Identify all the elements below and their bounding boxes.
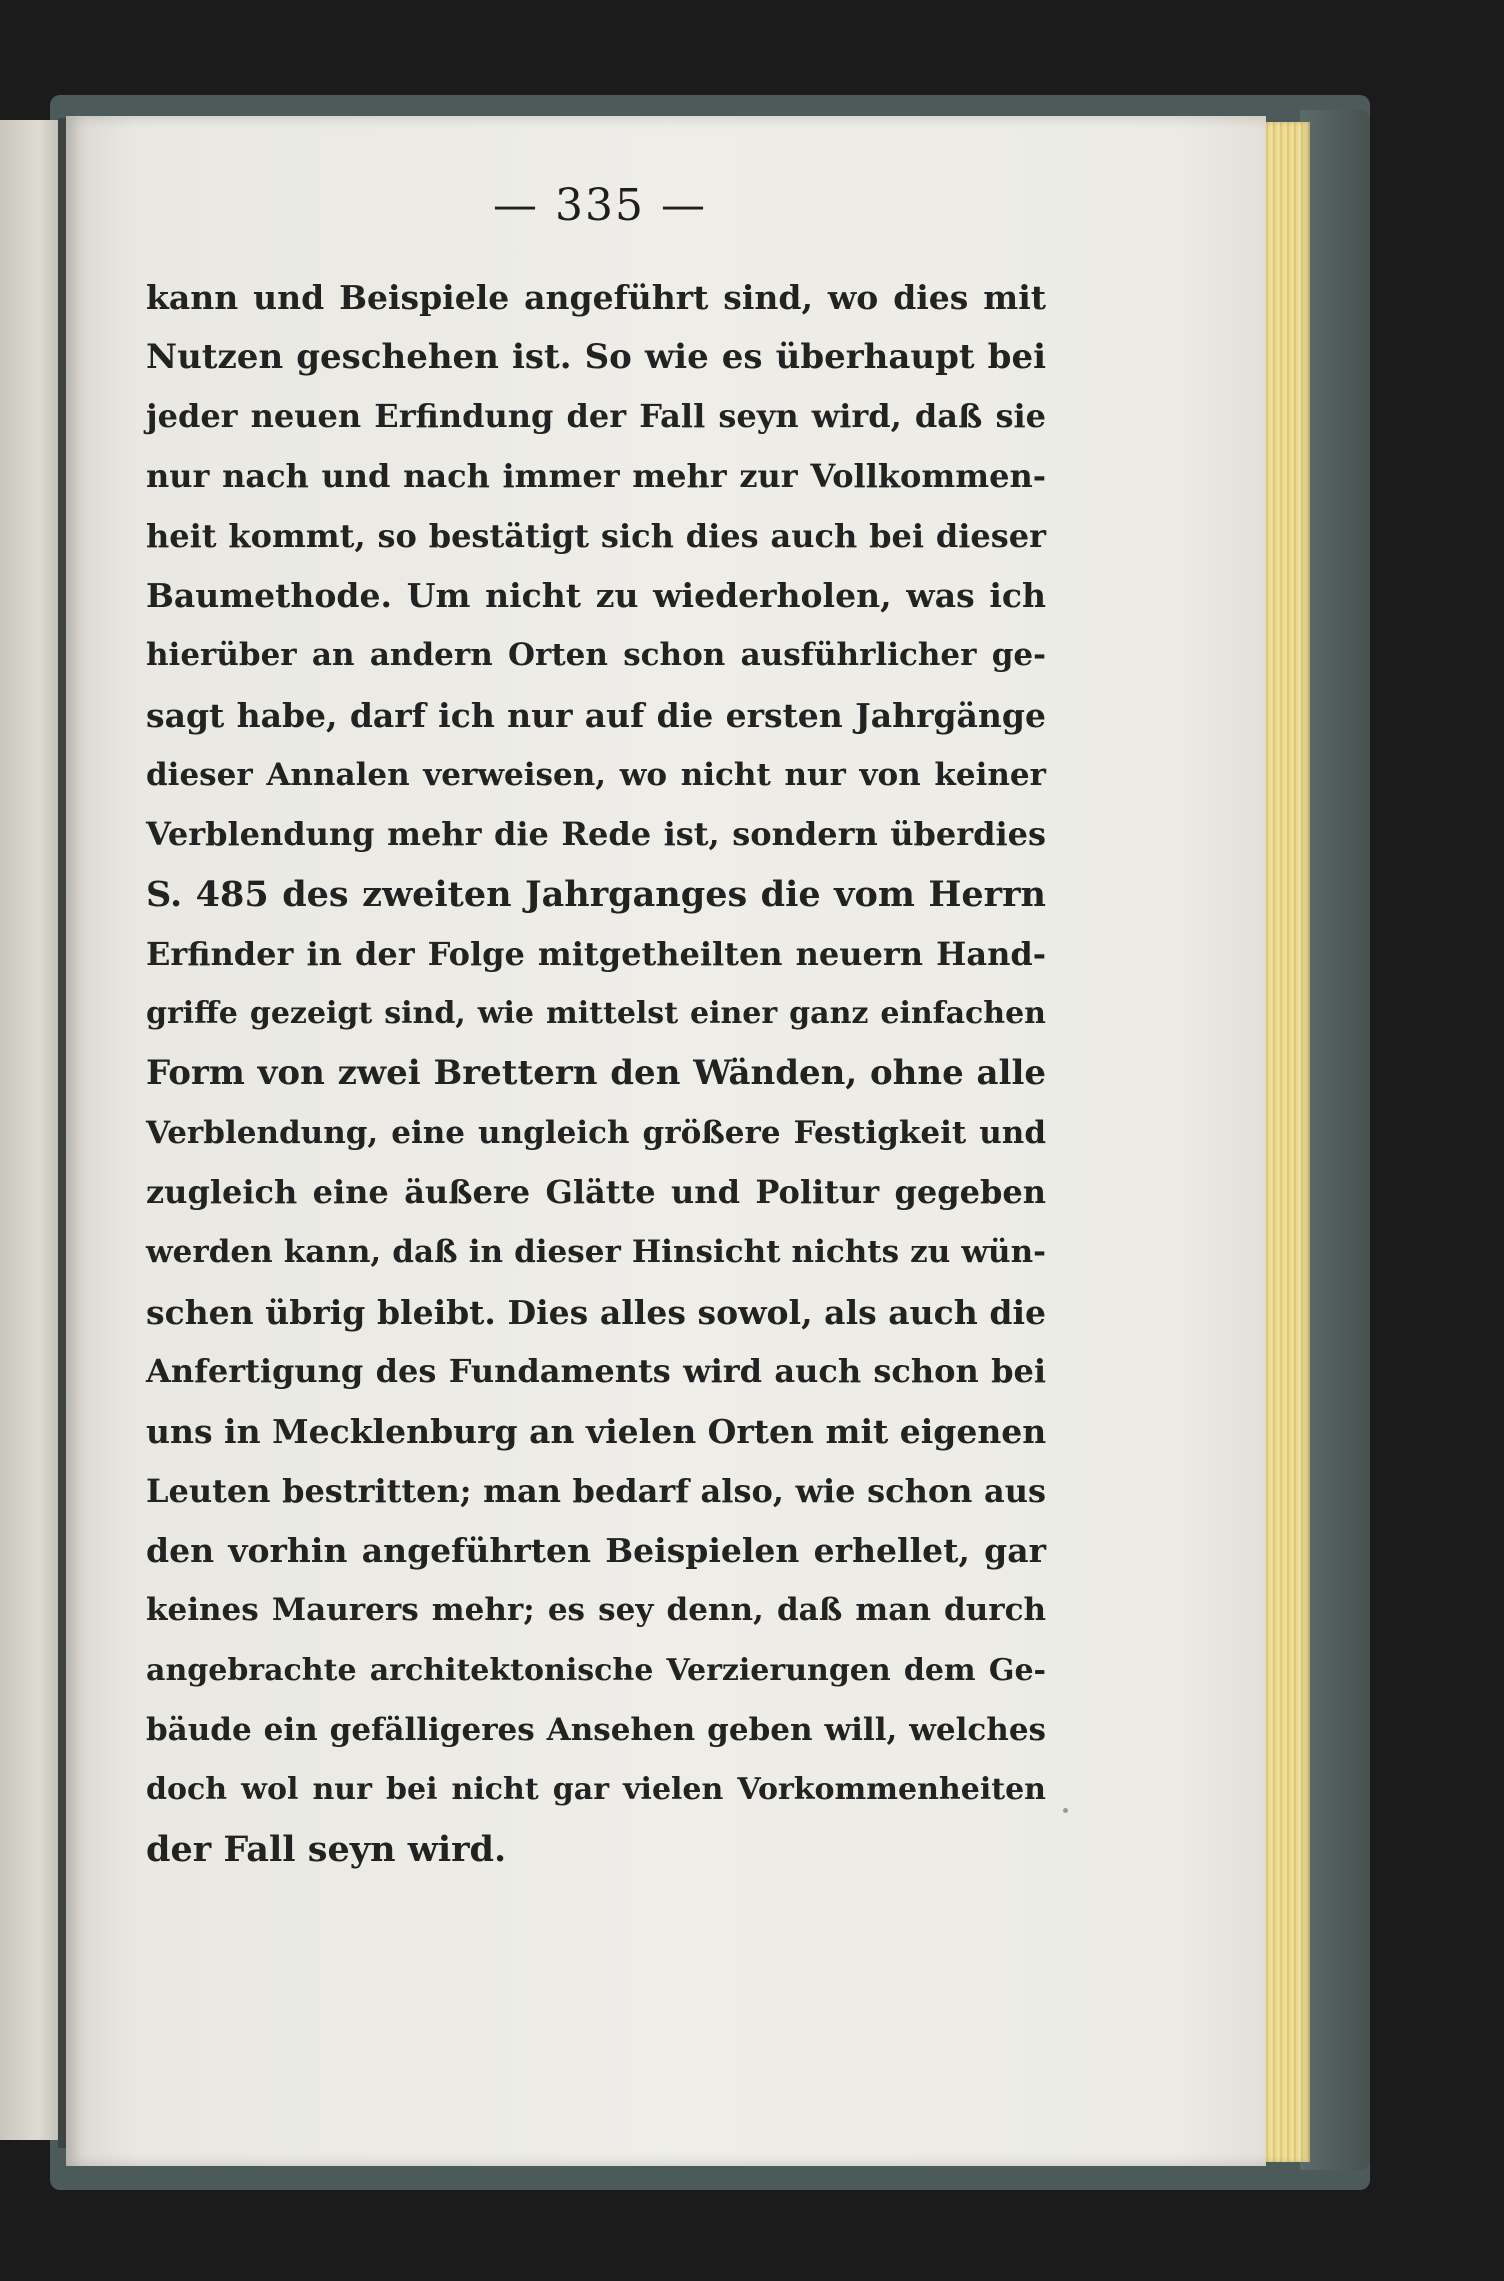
text-line: den vorhin angeführten Beispielen erhellet, gar bbox=[146, 1531, 1046, 1571]
paper-speck bbox=[1063, 1808, 1068, 1813]
text-line: bäude ein gefälligeres Ansehen geben will, welches bbox=[146, 1711, 1046, 1748]
text-line: nur nach und nach immer mehr zur Vollkommen- bbox=[146, 457, 1046, 496]
text-line: griffe gezeigt sind, wie mittelst einer ganz einfachen bbox=[146, 996, 1046, 1032]
body-text bbox=[146, 268, 1046, 1880]
text-line: zugleich eine äußere Glätte und Politur gegeben bbox=[146, 1173, 1046, 1212]
text-line: uns in Mecklenburg an vielen Orten mit eigenen bbox=[146, 1412, 1047, 1452]
text-line: kann und Beispiele angeführt sind, wo dies mit bbox=[146, 278, 1046, 317]
text-line: der Fall seyn wird. bbox=[146, 1828, 507, 1870]
text-line: schen übrig bleibt. Dies alles sowol, als auch die bbox=[146, 1292, 1046, 1332]
text-line: Anfertigung des Fundaments wird auch schon bei bbox=[146, 1352, 1046, 1391]
facing-page-edge bbox=[0, 120, 64, 2140]
text-line: Form von zwei Brettern den Wänden, ohne alle bbox=[146, 1052, 1046, 1093]
text-line: dieser Annalen verweisen, wo nicht nur von keiner bbox=[146, 756, 1046, 793]
text-line: jeder neuen Erfindung der Fall seyn wird, daß sie bbox=[146, 397, 1046, 436]
text-line: Nutzen geschehen ist. So wie es überhaupt bei bbox=[146, 336, 1046, 377]
page-number: — 335 — bbox=[493, 180, 707, 231]
text-line: heit kommt, so bestätigt sich dies auch bei dieser bbox=[146, 516, 1046, 555]
text-line: werden kann, daß in dieser Hinsicht nichts zu wün- bbox=[146, 1234, 1046, 1270]
text-line: sagt habe, darf ich nur auf die ersten Jahrgänge bbox=[146, 695, 1046, 735]
text-line: Leuten bestritten; man bedarf also, wie schon aus bbox=[146, 1471, 1046, 1510]
text-line: keines Maurers mehr; es sey denn, daß man durch bbox=[146, 1592, 1046, 1629]
text-line: angebrachte architektonische Verzierungen dem Ge- bbox=[146, 1652, 1046, 1688]
text-line: S. 485 des zweiten Jahrganges die vom Herrn bbox=[146, 873, 1046, 915]
text-line: Verblendung, eine ungleich größere Festigkeit und bbox=[146, 1114, 1046, 1151]
text-line: Verblendung mehr die Rede ist, sondern überdies bbox=[146, 815, 1046, 854]
text-line: doch wol nur bei nicht gar vielen Vorkommenheiten bbox=[146, 1772, 1046, 1808]
text-line: Baumethode. Um nicht zu wiederholen, was ich bbox=[146, 576, 1046, 616]
text-line: hierüber an andern Orten schon ausführlicher ge- bbox=[146, 637, 1046, 674]
text-line: Erfinder in der Folge mitgetheilten neuern Hand- bbox=[146, 934, 1046, 973]
gilded-page-edges bbox=[1262, 122, 1310, 2162]
cover-edge bbox=[1300, 110, 1370, 2170]
